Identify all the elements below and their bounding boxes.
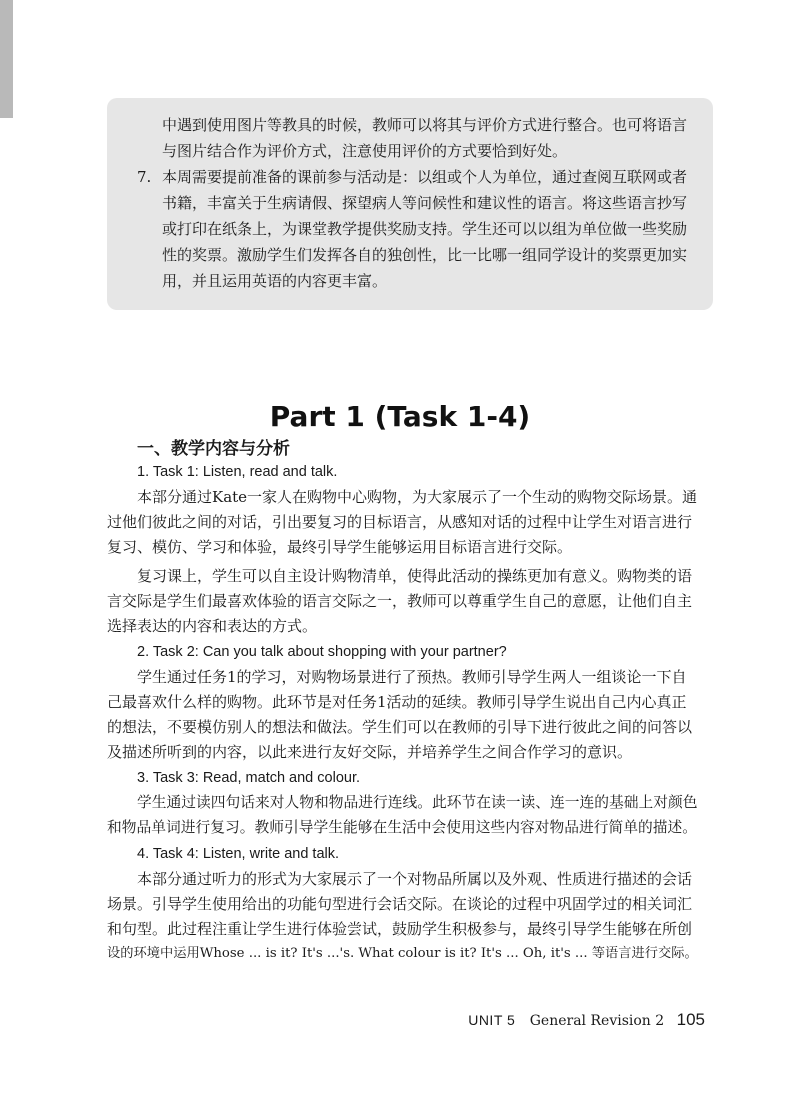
paragraph-line: 的想法，不要模仿别人的想法和做法。学生们可以在教师的引导下进行彼此之间的问答以: [107, 718, 693, 736]
note-line: 与图片结合作为评价方式，注意使用评价的方式要恰到好处。: [162, 142, 568, 160]
paragraph-line: 选择表达的内容和表达的方式。: [107, 617, 318, 635]
task-title: 1. Task 1: Listen, read and talk.: [137, 464, 338, 480]
page-edge-tab: [0, 0, 13, 118]
task-title: 4. Task 4: Listen, write and talk.: [137, 846, 340, 862]
paragraph-line: 复习、模仿、学习和体验，最终引导学生能够运用目标语言进行交际。: [107, 538, 573, 556]
note-line: 或打印在纸条上，为课堂教学提供奖励支持。学生还可以以组为单位做一些奖励: [162, 220, 688, 238]
paragraph-line: 本部分通过Kate一家人在购物中心购物，为大家展示了一个生动的购物交际场景。通: [137, 488, 698, 506]
task-title: 3. Task 3: Read, match and colour.: [137, 770, 361, 786]
note-line: 性的奖票。激励学生们发挥各自的独创性，比一比哪一组同学设计的奖票更加实: [162, 246, 688, 264]
footer-title: General Revision 2: [529, 1013, 665, 1029]
paragraph-line: 复习课上，学生可以自主设计购物清单，使得此活动的操练更加有意义。购物类的语: [137, 567, 693, 585]
teaching-note-box: [107, 98, 713, 310]
paragraph-line: 过他们彼此之间的对话，引出要复习的目标语言，从感知对话的过程中让学生对语言进行: [107, 513, 693, 531]
paragraph-line: 和句型。此过程注重让学生进行体验尝试，鼓励学生积极参与，最终引导学生能够在所创: [107, 920, 693, 938]
part-heading: Part 1 (Task 1-4): [269, 400, 531, 433]
paragraph-line: 己最喜欢什么样的购物。此环节是对任务1活动的延续。教师引导学生说出自己内心真正: [107, 693, 687, 711]
task-title: 2. Task 2: Can you talk about shopping with your partner?: [137, 644, 507, 660]
paragraph-line: 学生通过读四句话来对人物和物品进行连线。此环节在读一读、连一连的基础上对颜色: [137, 794, 698, 811]
note-item-number: 7.: [137, 168, 152, 186]
page-number: 105: [676, 1010, 705, 1029]
footer-unit: UNIT 5: [468, 1012, 516, 1028]
note-line: 书籍，丰富关于生病请假、探望病人等问候性和建议性的语言。将这些语言抄写: [162, 194, 688, 212]
page-footer: [468, 1008, 705, 1033]
note-line: 本周需要提前准备的课前参与活动是：以组或个人为单位，通过查阅互联网或者: [162, 168, 688, 186]
paragraph-line: 和物品单词进行复习。教师引导学生能够在生活中会使用这些内容对物品进行简单的描述。: [107, 819, 697, 836]
note-line: 中遇到使用图片等教具的时候，教师可以将其与评价方式进行整合。也可将语言: [162, 116, 688, 134]
section-title: 一、教学内容与分析: [137, 439, 290, 459]
paragraph-line: 场景。引导学生使用给出的功能句型进行会话交际。在谈论的过程中巩固学过的相关词汇: [107, 895, 693, 913]
paragraph-line: 言交际是学生们最喜欢体验的语言交际之一，教师可以尊重学生自己的意愿，让他们自主: [107, 592, 693, 610]
paragraph-line: 设的环境中运用Whose ... is it? It's ...'s. What colour is it? It's ... Oh, it's ... 等语言进行交际。: [107, 946, 698, 961]
paragraph-line: 及描述所听到的内容，以此来进行友好交际，并培养学生之间合作学习的意识。: [107, 743, 633, 761]
note-line: 用，并且运用英语的内容更丰富。: [162, 272, 388, 290]
paragraph-line: 学生通过任务1的学习，对购物场景进行了预热。教师引导学生两人一组谈论一下自: [137, 668, 687, 686]
paragraph-line: 本部分通过听力的形式为大家展示了一个对物品所属以及外观、性质进行描述的会话: [137, 870, 693, 888]
